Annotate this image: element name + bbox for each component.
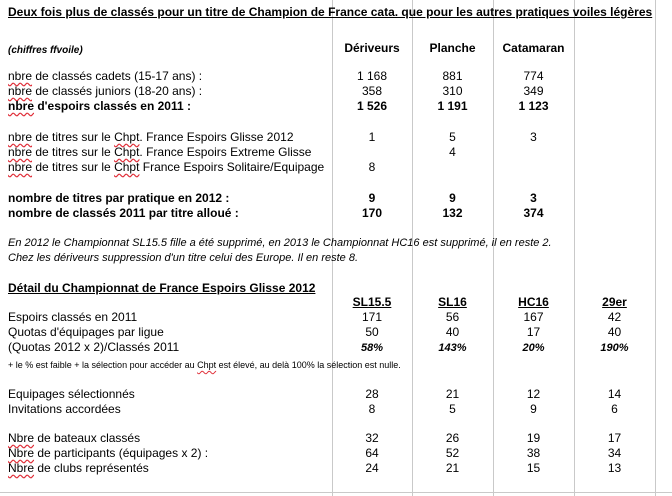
- cell: 1 168: [356, 69, 388, 83]
- cell: 32: [365, 431, 379, 445]
- cell: 1 123: [518, 99, 549, 113]
- row-label: Nbre de clubs représentés: [8, 461, 149, 475]
- cell: 5: [449, 130, 456, 144]
- cell: 1 526: [356, 99, 388, 113]
- note-line: En 2012 le Championnat SL15.5 fille a été supprimé, en 2013 le Championnat HC16 est supprimé, il en reste 2.: [8, 237, 552, 249]
- cell: 1 191: [437, 99, 468, 113]
- cell: 3: [530, 191, 537, 205]
- row-label: Quotas d'équipages par ligue: [8, 325, 164, 339]
- row-label: nbre de titres sur le Chpt France Espoirs Solitaire/Equipage: [8, 160, 325, 174]
- cell: 52: [445, 446, 460, 460]
- cell: 12: [526, 387, 541, 401]
- column-header: 29er: [602, 295, 627, 309]
- cell: 56: [445, 310, 460, 324]
- cell: 50: [365, 325, 379, 339]
- column-header: HC16: [518, 295, 549, 309]
- cell: 21: [445, 461, 460, 475]
- cell: 349: [523, 84, 544, 98]
- row-label: nbre de classés juniors (18-20 ans) :: [8, 84, 203, 98]
- cell: 38: [526, 446, 541, 460]
- cell: 28: [365, 387, 379, 401]
- cell: 358: [361, 84, 383, 98]
- cell: 1: [368, 130, 376, 144]
- column-header: Catamaran: [502, 41, 565, 55]
- cell: 64: [365, 446, 379, 460]
- cell: 6: [611, 402, 618, 416]
- cell: 8: [368, 402, 376, 416]
- cell: 310: [442, 84, 463, 98]
- cell: 3: [530, 130, 537, 144]
- cell: 9: [530, 402, 537, 416]
- cell: 17: [607, 431, 622, 445]
- cell: 40: [445, 325, 460, 339]
- grid-line: [655, 0, 656, 496]
- cell: 9: [368, 191, 376, 205]
- cell: 15: [526, 461, 541, 475]
- row-label: (Quotas 2012 x 2)/Classés 2011: [8, 340, 180, 354]
- cell: 881: [442, 69, 463, 83]
- cell: 26: [445, 431, 460, 445]
- row-label: Equipages sélectionnés: [8, 387, 135, 401]
- cell: 21: [445, 387, 460, 401]
- row-label: nombre de classés 2011 par titre alloué :: [8, 206, 239, 220]
- cell: 13: [607, 461, 622, 475]
- source-note: (chiffres ffvoile): [8, 45, 83, 56]
- cell: 58%: [360, 342, 384, 354]
- cell: 24: [365, 461, 379, 475]
- column-header: Planche: [429, 41, 476, 55]
- cell: 5: [449, 402, 456, 416]
- cell: 34: [607, 446, 622, 460]
- column-header: SL16: [438, 295, 467, 309]
- row-label: nbre de titres sur le Chpt. France Espoirs Extreme Glisse: [8, 145, 312, 159]
- row-label: Nbre de bateaux classés: [8, 431, 141, 445]
- grid-line: [0, 492, 672, 493]
- cell: 14: [607, 387, 622, 401]
- row-label: nombre de titres par pratique en 2012 :: [8, 191, 230, 205]
- cell: 374: [523, 206, 544, 220]
- section-title: Détail du Championnat de France Espoirs Glisse 2012: [8, 281, 316, 295]
- cell: 40: [607, 325, 622, 339]
- cell: 170: [361, 206, 383, 220]
- note-line: Chez les dériveurs suppression d'un titre celui des Europe. Il en reste 8.: [8, 252, 359, 264]
- row-label: nbre de titres sur le Chpt. France Espoirs Glisse 2012: [8, 130, 294, 144]
- cell: 171: [361, 310, 383, 324]
- cell: 17: [526, 325, 541, 339]
- footnote: + le % est faible + la sélection pour accéder au Chpt est élevé, au delà 100% la sélection est nulle.: [8, 360, 401, 370]
- cell: 190%: [600, 342, 629, 354]
- cell: 774: [523, 69, 544, 83]
- row-label: nbre de classés cadets (15-17 ans) :: [8, 69, 203, 83]
- cell: 143%: [438, 342, 467, 354]
- column-header: SL15.5: [352, 295, 392, 309]
- cell: 20%: [522, 342, 545, 354]
- cell: 19: [526, 431, 541, 445]
- row-label: nbre d'espoirs classés en 2011 :: [8, 99, 191, 113]
- cell: 4: [449, 145, 456, 159]
- row-label: Nbre de participants (équipages x 2) :: [8, 446, 209, 460]
- cell: 9: [449, 191, 456, 205]
- cell: 8: [368, 160, 376, 174]
- page-title: Deux fois plus de classés pour un titre de Champion de France cata. que pour les autres pratiques voiles légères: [8, 5, 653, 19]
- row-label: Espoirs classés en 2011: [8, 310, 138, 324]
- column-header: Dériveurs: [344, 41, 400, 55]
- cell: 167: [523, 310, 544, 324]
- row-label: Invitations accordées: [8, 402, 121, 416]
- cell: 42: [607, 310, 622, 324]
- cell: 132: [442, 206, 463, 220]
- grid-line: [574, 0, 575, 496]
